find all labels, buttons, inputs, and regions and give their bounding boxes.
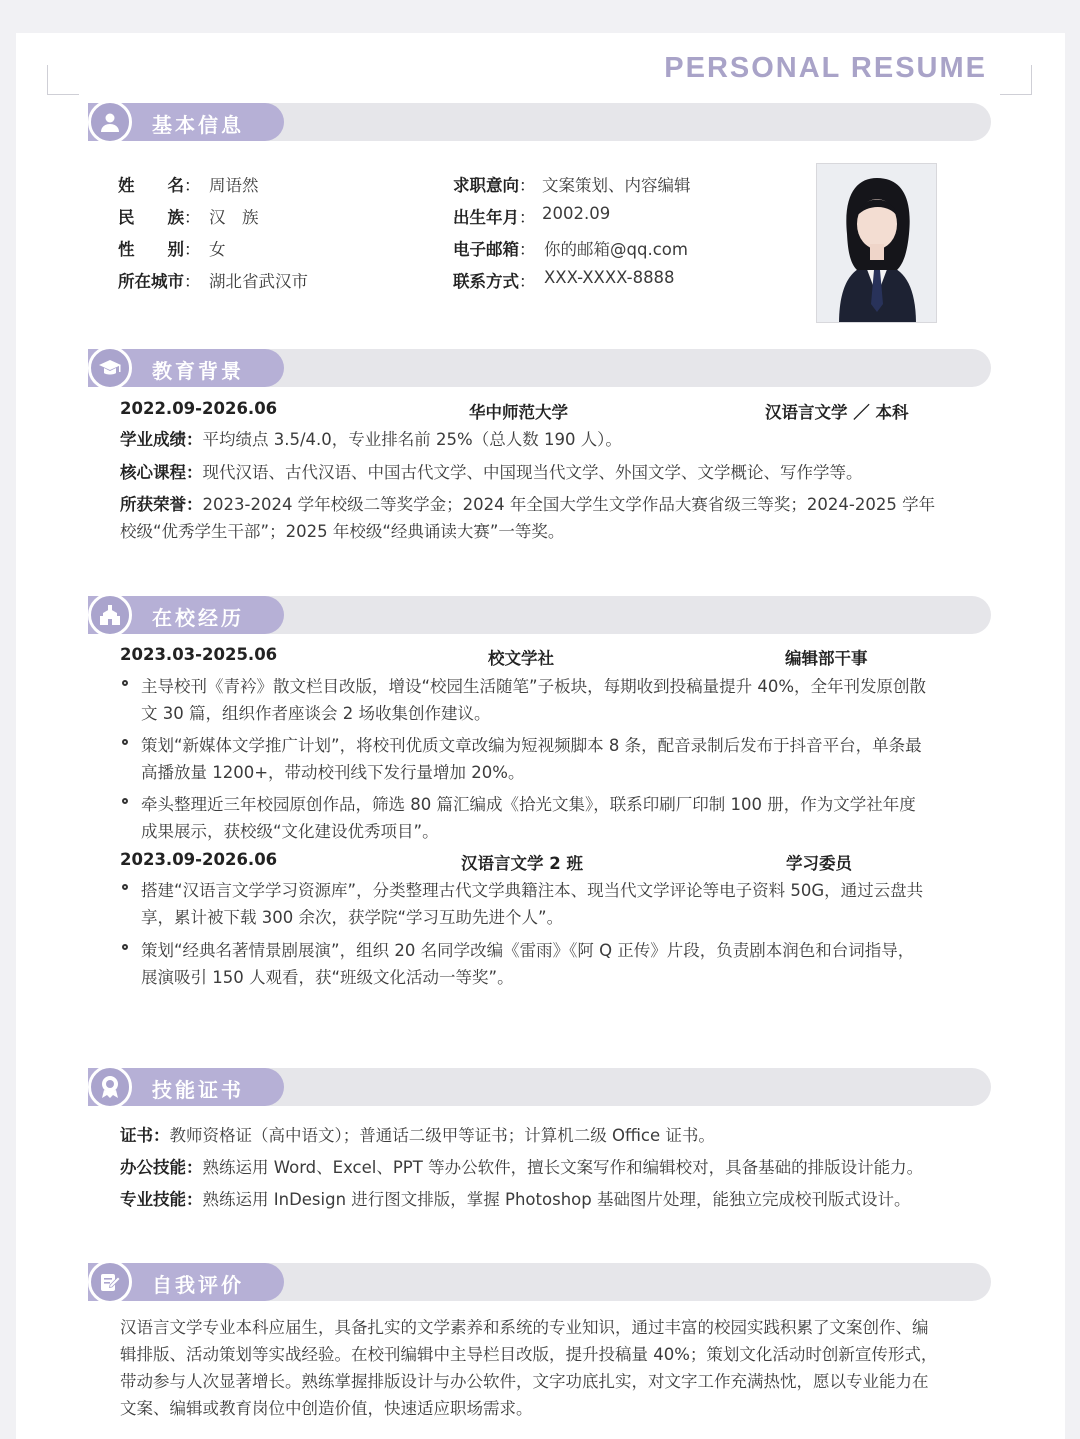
edit-note-icon bbox=[88, 1260, 132, 1304]
campus-1-period: 2023.03-2025.06 bbox=[120, 645, 278, 664]
ethnic-value: 汉 族 bbox=[209, 208, 259, 227]
phone-label: 联系方式： bbox=[453, 272, 536, 291]
bullet bbox=[122, 798, 128, 804]
resume-title: PERSONAL RESUME bbox=[664, 52, 987, 84]
birth-label: 出生年月： bbox=[453, 208, 536, 227]
self-line-1: 汉语言文学专业本科应届生，具备扎实的文学素养和系统的专业知识，通过丰富的校园实践积累了文案创作、编 bbox=[120, 1318, 929, 1337]
campus-1-role: 编辑部干事 bbox=[785, 649, 868, 668]
section-header-basic bbox=[88, 102, 991, 142]
self-line-3: 带动参与人次显著增长。熟练掌握排版设计与办公软件，文字功底扎实，对文字工作充满热忱，愿以专业能力在 bbox=[120, 1372, 929, 1391]
education-gpa: 学业成绩：平均绩点 3.5/4.0，专业排名前 25%（总人数 190 人）。 bbox=[120, 430, 622, 449]
bullet bbox=[122, 739, 128, 745]
campus-2-item-1-line1: 搭建“汉语言文学学习资源库”，分类整理古代文学典籍注本、现当代文学评论等电子资料 50G，通过云盘共 bbox=[141, 881, 924, 900]
section-header-education bbox=[88, 348, 991, 388]
gender-value: 女 bbox=[209, 240, 226, 259]
skills-cert: 证书：教师资格证（高中语文）；普通话二级甲等证书；计算机二级 Office 证书。 bbox=[120, 1126, 715, 1145]
bullet bbox=[122, 884, 128, 890]
section-title-basic: 基本信息 bbox=[152, 113, 244, 137]
self-line-2: 辑排版、活动策划等实战经验。在校刊编辑中主导栏目改版，提升投稿量 40%；策划文化活动时创新宣传形式， bbox=[120, 1345, 938, 1364]
section-title-self: 自我评价 bbox=[152, 1273, 244, 1297]
email-label: 电子邮箱： bbox=[453, 240, 536, 259]
section-header-self bbox=[88, 1262, 991, 1302]
education-school: 华中师范大学 bbox=[469, 403, 568, 422]
city-value: 湖北省武汉市 bbox=[209, 272, 308, 291]
profile-photo bbox=[816, 163, 937, 323]
education-honors-line1: 所获荣誉：2023-2024 学年校级二等奖学金；2024 年全国大学生文学作品大赛省级三等奖；2024-2025 学年 bbox=[120, 495, 936, 514]
campus-1-item-1-line2: 文 30 篇，组织作者座谈会 2 场收集创作建议。 bbox=[141, 704, 491, 723]
phone-value: XXX-XXXX-8888 bbox=[544, 268, 675, 287]
ethnic-label: 民 族： bbox=[118, 208, 201, 227]
name-label: 姓 名： bbox=[118, 176, 201, 195]
skills-pro: 专业技能：熟练运用 InDesign 进行图文排版，掌握 Photoshop 基础图片处理，能独立完成校刊版式设计。 bbox=[120, 1190, 911, 1209]
education-major: 汉语言文学 ／ 本科 bbox=[765, 403, 909, 422]
campus-2-role: 学习委员 bbox=[786, 854, 852, 873]
corner-decoration-right bbox=[1000, 65, 1032, 95]
skills-office: 办公技能：熟练运用 Word、Excel、PPT 等办公软件，擅长文案写作和编辑校对，具备基础的排版设计能力。 bbox=[120, 1158, 924, 1177]
birth-value: 2002.09 bbox=[542, 204, 611, 223]
campus-1-org: 校文学社 bbox=[488, 649, 554, 668]
campus-1-item-3-line1: 牵头整理近三年校园原创作品，筛选 80 篇汇编成《拾光文集》，联系印刷厂印制 100 册，作为文学社年度 bbox=[141, 795, 916, 814]
campus-1-item-2-line2: 高播放量 1200+，带动校刊线下发行量增加 20%。 bbox=[141, 763, 525, 782]
section-header-skills bbox=[88, 1067, 991, 1107]
campus-1-item-3-line2: 成果展示，获校级“文化建设优秀项目”。 bbox=[141, 822, 439, 841]
graduation-cap-icon bbox=[88, 346, 132, 390]
campus-1-item-1-line1: 主导校刊《青衿》散文栏目改版，增设“校园生活随笔”子板块，每期收到投稿量提升 40%，全年刊发原创散 bbox=[141, 677, 927, 696]
city-label: 所在城市： bbox=[118, 272, 201, 291]
intent-value: 文案策划、内容编辑 bbox=[542, 176, 691, 195]
user-icon bbox=[88, 100, 132, 144]
campus-1-item-2-line1: 策划“新媒体文学推广计划”，将校刊优质文章改编为短视频脚本 8 条，配音录制后发布于抖音平台，单条最 bbox=[141, 736, 922, 755]
section-title-skills: 技能证书 bbox=[152, 1078, 244, 1102]
education-honors-line2: 校级“优秀学生干部”；2025 年校级“经典诵读大赛”一等奖。 bbox=[120, 522, 565, 541]
bullet bbox=[122, 680, 128, 686]
section-header-campus bbox=[88, 595, 991, 635]
email-value: 你的邮箱@qq.com bbox=[544, 240, 688, 259]
school-building-icon bbox=[88, 593, 132, 637]
campus-2-item-1-line2: 享，累计被下载 300 余次，获学院“学习互助先进个人”。 bbox=[141, 908, 564, 927]
intent-label: 求职意向： bbox=[453, 176, 536, 195]
campus-2-item-2-line2: 展演吸引 150 人观看，获“班级文化活动一等奖”。 bbox=[141, 968, 514, 987]
campus-2-item-2-line1: 策划“经典名著情景剧展演”，组织 20 名同学改编《雷雨》《阿 Q 正传》片段，负责剧本润色和台词指导， bbox=[141, 941, 915, 960]
campus-2-org: 汉语言文学 2 班 bbox=[461, 854, 583, 873]
section-title-campus: 在校经历 bbox=[152, 606, 244, 630]
award-badge-icon bbox=[88, 1065, 132, 1109]
education-courses: 核心课程：现代汉语、古代汉语、中国古代文学、中国现当代文学、外国文学、文学概论、写作学等。 bbox=[120, 463, 863, 482]
section-title-education: 教育背景 bbox=[152, 359, 244, 383]
bullet bbox=[122, 944, 128, 950]
gender-label: 性 别： bbox=[118, 240, 201, 259]
campus-2-period: 2023.09-2026.06 bbox=[120, 850, 278, 869]
corner-decoration-left bbox=[47, 65, 79, 95]
education-period: 2022.09-2026.06 bbox=[120, 399, 278, 418]
name-value: 周语然 bbox=[209, 176, 259, 195]
self-line-4: 文案、编辑或教育岗位中创造价值，快速适应职场需求。 bbox=[120, 1399, 533, 1418]
